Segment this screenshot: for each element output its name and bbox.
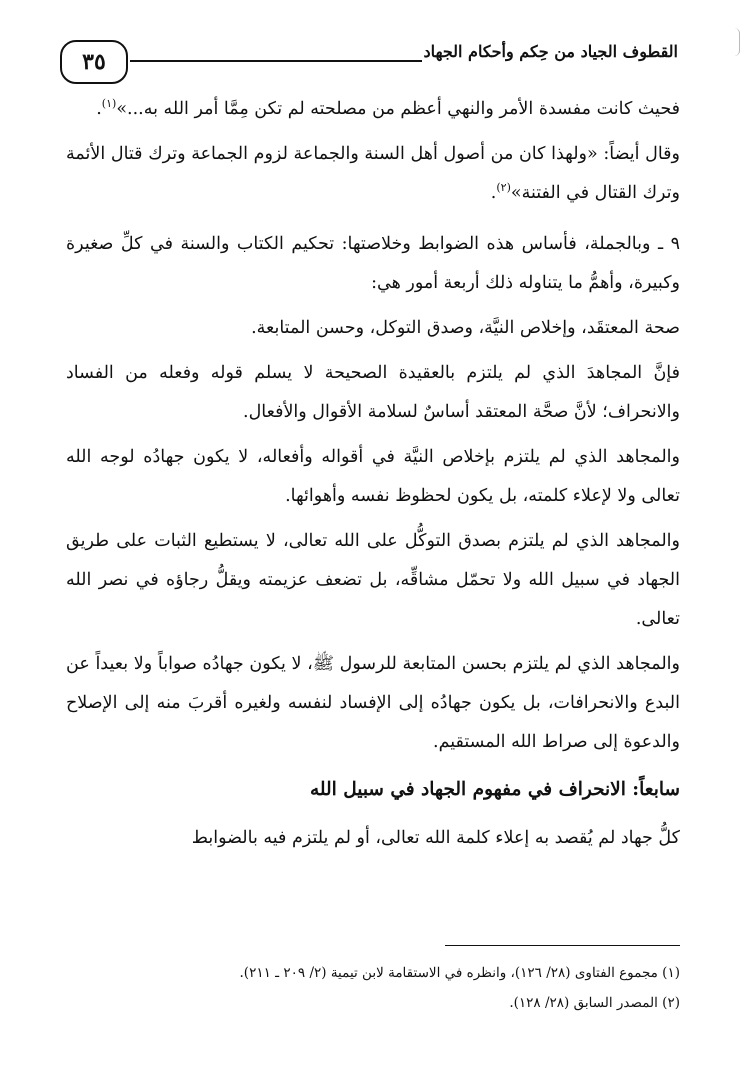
footnote: (٢) المصدر السابق (٢٨/ ١٢٨). <box>509 995 680 1011</box>
paragraph <box>66 438 680 516</box>
footnote-separator <box>445 945 680 946</box>
section-heading: سابعاً: الانحراف في مفهوم الجهاد في سبيل الله <box>309 779 680 800</box>
main-text <box>66 90 680 870</box>
paragraph <box>66 354 680 432</box>
paragraph <box>66 309 680 348</box>
paragraph <box>66 135 680 213</box>
paragraph-text: كلُّ جهاد لم يُقصد به إعلاء كلمة الله تعالى، أو لم يلتزم فيه بالضوابط <box>191 828 680 848</box>
paragraph-end: . <box>490 183 497 203</box>
footnote: (١) مجموع الفتاوى (٢٨/ ١٢٦)، وانظره في الاستقامة لابن تيمية (٢/ ٢٠٩ ـ ٢١١). <box>239 965 680 981</box>
paragraph <box>66 90 680 129</box>
footnote-ref: (٢) <box>496 181 511 195</box>
running-header <box>60 36 680 86</box>
paragraph <box>66 645 680 762</box>
footnotes <box>66 958 680 1018</box>
paragraph-text: والمجاهد الذي لم يلتزم بصدق التوكُّل على الله تعالى، لا يستطيع الثبات على طريق الجهاد في سبيل الله ولا تحمّل مشاقِّه، بل تضعف عزيمته ويقلُّ رجاؤه في نصر الله تعالى. <box>66 531 680 629</box>
paragraph-text: والمجاهد الذي لم يلتزم بإخلاص النيَّة في أقواله وأفعاله، لا يكون جهادُه لوجه الله تعالى ولا لإعلاء كلمته، بل يكون لحظوظ نفسه وأهوائها. <box>66 447 680 506</box>
paragraph-text: فإنَّ المجاهدَ الذي لم يلتزم بالعقيدة الصحيحة لا يسلم قوله وفعله من الفساد والانحراف؛ لأنَّ صحَّة المعتقد أساسٌ لسلامة الأقوال والأفعال. <box>66 363 680 422</box>
page-edge-mark <box>729 28 740 56</box>
paragraph-text: فحيث كانت مفسدة الأمر والنهي أعظم من مصلحته لم تكن مِمَّا أمر الله به...» <box>116 99 680 119</box>
paragraph <box>66 819 680 858</box>
paragraph <box>66 522 680 639</box>
header-rule <box>130 60 422 62</box>
footnote-ref: (١) <box>101 97 117 111</box>
paragraph-text: صحة المعتقَد، وإخلاص النيَّة، وصدق التوكل، وحسن المتابعة. <box>251 318 680 338</box>
paragraph <box>66 225 680 303</box>
book-title: القطوف الجياد من حِكم وأحكام الجهاد <box>423 42 678 61</box>
paragraph-text: ٩ ـ وبالجملة، فأساس هذه الضوابط وخلاصتها: تحكيم الكتاب والسنة في كلِّ صغيرة وكبيرة، وأهمُّ ما يتناوله ذلك أربعة أمور هي: <box>66 234 680 293</box>
paragraph-text: والمجاهد الذي لم يلتزم بحسن المتابعة للرسول ﷺ، لا يكون جهادُه صواباً ولا بعيداً عن البدع والانحرافات، بل يكون جهادُه إلى الإفساد لنفسه ولغيره أقربَ منه إلى الإصلاح والدعوة إلى صراط الله المستقيم. <box>66 654 680 752</box>
page-number: ٣٥ <box>60 40 128 84</box>
paragraph-text: وقال أيضاً: «ولهذا كان من أصول أهل السنة والجماعة لزوم الجماعة وترك قتال الأئمة وترك القتال في الفتنة» <box>66 144 680 203</box>
paragraph-end: . <box>96 99 102 119</box>
